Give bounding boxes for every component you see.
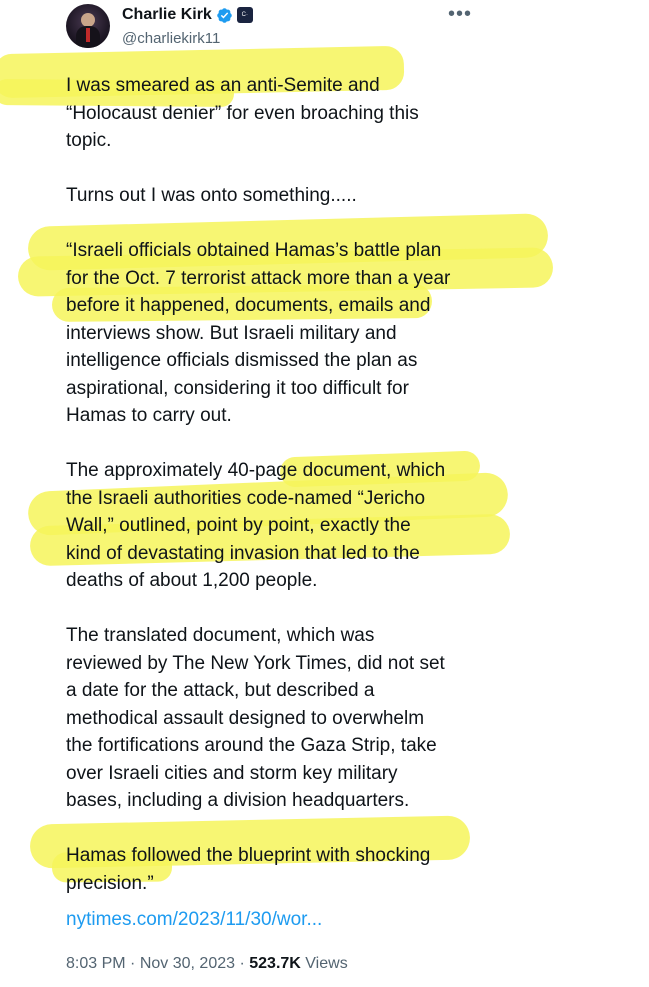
verified-badge-icon[interactable] <box>216 7 233 24</box>
author-name[interactable]: Charlie Kirk <box>122 6 212 23</box>
tweet-paragraph: “Israeli officials obtained Hamas’s battle plan for the Oct. 7 terrorist attack more than a year before it happened, documents, emails and interviews show. But Israeli military and intelligence officials dismissed the plan as aspirational, considering it too difficult for Hamas to carry out. <box>66 240 451 426</box>
tweet-time[interactable]: 8:03 PM <box>66 955 126 972</box>
article-link[interactable]: nytimes.com/2023/11/30/wor... <box>66 909 323 930</box>
tweet-meta <box>66 955 348 973</box>
views-label: Views <box>305 955 348 972</box>
meta-separator: · <box>239 955 245 972</box>
author-name-row <box>122 6 253 24</box>
tweet-date[interactable]: Nov 30, 2023 <box>139 955 236 972</box>
tweet-paragraph: The approximately 40-page document, which the Israeli authorities code-named “Jericho Wall,” outlined, point by point, exactly the kind of devastating invasion that led to the deaths of about 1,200 people. <box>66 460 446 591</box>
avatar-figure <box>81 13 95 27</box>
tweet-paragraph: The translated document, which was reviewed by The New York Times, did not set a date for the attack, but described a methodical assault designed to overwhelm the fortifications around the Gaza Strip, take over Israeli cities and storm key military bases, including a division headquarters. <box>66 625 445 811</box>
tweet-text <box>66 72 586 925</box>
author-handle[interactable]: @charliekirk11 <box>122 30 221 47</box>
avatar-tie <box>86 28 90 42</box>
avatar[interactable] <box>66 4 110 48</box>
tweet-paragraph: I was smeared as an anti-Semite and “Holocaust denier” for even broaching this topic. <box>66 75 419 151</box>
views-count[interactable]: 523.7K <box>249 955 301 972</box>
tweet-paragraph: Hamas followed the blueprint with shocking precision.” <box>66 845 431 894</box>
affiliation-badge-icon[interactable]: C· <box>237 7 253 23</box>
more-options-icon[interactable]: ••• <box>448 3 473 25</box>
tweet-paragraph: Turns out I was onto something..... <box>66 185 357 206</box>
tweet-header <box>0 0 649 56</box>
meta-separator: · <box>130 955 136 972</box>
